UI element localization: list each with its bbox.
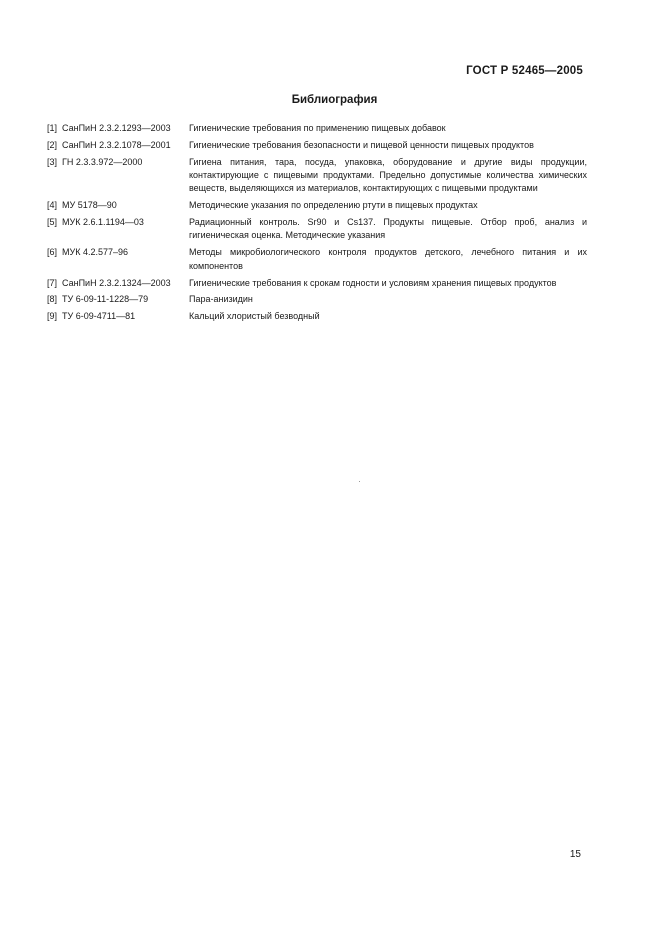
entry-index: [7] <box>47 277 58 288</box>
bibliography-entry <box>47 246 587 273</box>
entry-index: [1] <box>47 123 58 133</box>
entry-text: Гигиенические требования к срокам годности и условиям хранения пищевых продуктов <box>189 277 557 288</box>
scan-speck <box>359 481 360 482</box>
bibliography-entry <box>47 199 587 212</box>
entry-text: Кальций хлористый безводный <box>189 311 320 322</box>
entry-index: [4] <box>47 200 58 211</box>
entry-code: МУ 5178—90 <box>62 200 117 211</box>
entry-code: СанПиН 2.3.2.1078—2001 <box>62 139 171 150</box>
bibliography-entry <box>47 293 587 306</box>
entry-index: [6] <box>47 247 58 258</box>
page-number: 15 <box>569 849 581 860</box>
entry-code: МУК 2.6.1.1194—03 <box>62 217 144 228</box>
entry-text: Методы микробиологического контроля продуктов детского, лечебного питания и их компонентов <box>189 247 587 271</box>
entry-index: [5] <box>47 217 58 228</box>
bibliography-entry <box>47 156 587 196</box>
standard-code: ГОСТ Р 52465—2005 <box>466 65 583 77</box>
entry-code: СанПиН 2.3.2.1324—2003 <box>62 277 171 288</box>
entry-text: Гигиена питания, тара, посуда, упаковка, оборудование и другие виды продукции, контактирующие с пищевыми продуктами. Предельно допустимые количества химических веществ, выделяющихся из материалов, контактирующих с пищевыми продуктами <box>189 156 587 194</box>
bibliography-list <box>47 122 587 327</box>
entry-index: [8] <box>47 294 58 305</box>
entry-index: [3] <box>47 156 58 167</box>
entry-text: Радиационный контроль. Sr90 и Cs137. Продукты пищевые. Отбор проб, анализ и гигиеническая оценка. Методические указания <box>189 217 587 241</box>
entry-text: Пара-анизидин <box>189 294 253 305</box>
entry-code: СанПиН 2.3.2.1293—2003 <box>62 123 171 133</box>
bibliography-entry <box>47 310 587 323</box>
entry-code: МУК 4.2.577–96 <box>62 247 129 258</box>
bibliography-entry <box>47 216 587 243</box>
entry-index: [9] <box>47 311 58 322</box>
bibliography-entry <box>47 122 587 135</box>
entry-text: Гигиенические требования безопасности и пищевой ценности пищевых продуктов <box>189 139 534 150</box>
entry-code: ГН 2.3.3.972—2000 <box>62 156 143 167</box>
entry-index: [2] <box>47 139 58 150</box>
bibliography-entry <box>47 139 587 152</box>
entry-text: Гигиенические требования по применению пищевых добавок <box>189 123 446 133</box>
entry-code: ТУ 6-09-4711—81 <box>62 311 136 322</box>
bibliography-entry <box>47 277 587 290</box>
page-title: Библиография <box>291 94 378 106</box>
entry-text: Методические указания по определению ртути в пищевых продуктах <box>189 200 478 211</box>
entry-code: ТУ 6-09-11-1228—79 <box>62 294 149 305</box>
